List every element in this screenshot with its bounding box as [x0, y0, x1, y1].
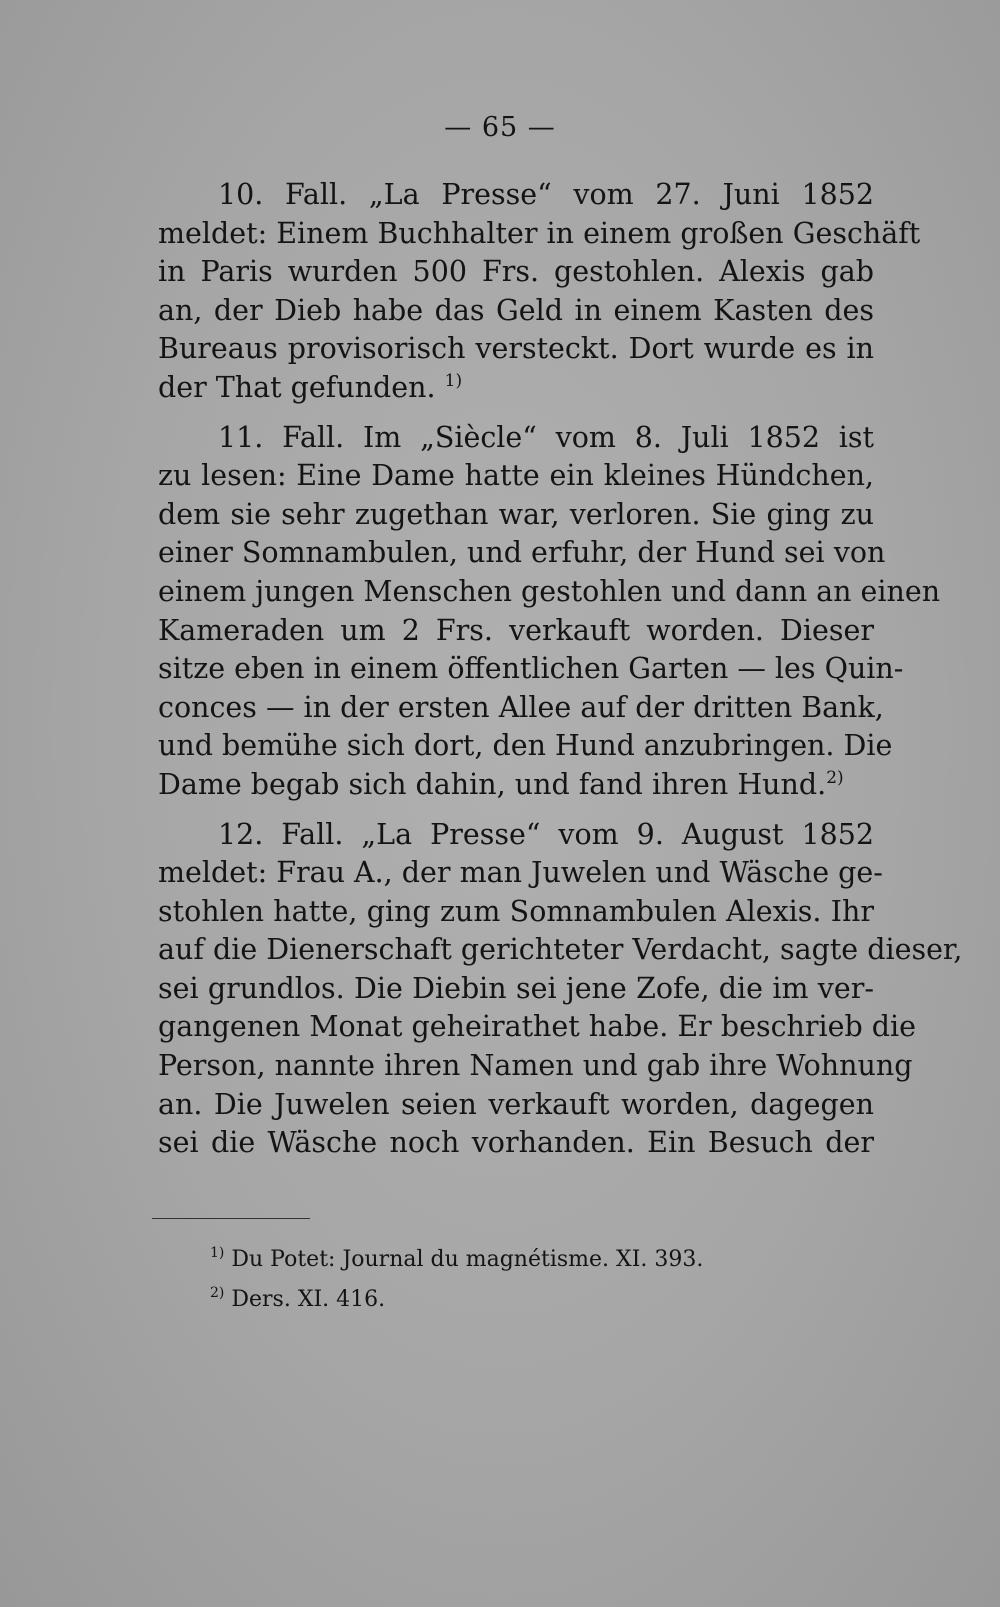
text-line: Bureaus provisorisch versteckt. Dort wurde es in [158, 332, 874, 366]
text-line: in Paris wurden 500 Frs. gestohlen. Alexis gab [158, 255, 874, 289]
footnote-1 [210, 1240, 850, 1280]
text-line: sitze eben in einem öffentlichen Garten — les Quin- [158, 652, 904, 686]
text-fragment: Dame begab sich dahin, und fand ihren Hund. [158, 767, 827, 801]
text-fragment: der That gefunden. [158, 370, 436, 404]
footnotes [210, 1240, 850, 1320]
footnote-reference: 1) [444, 370, 463, 391]
paragraph-case-11 [158, 419, 941, 805]
text-line: Person, nannte ihren Namen und gab ihre Wohnung [158, 1049, 913, 1083]
footnote-mark: 2) [210, 1285, 225, 1301]
text-line: auf die Dienerschaft gerichteter Verdacht, sagte dieser, [158, 933, 963, 967]
text-line: meldet: Frau A., der man Juwelen und Wäsche ge- [158, 856, 883, 890]
footnote-divider [152, 1218, 310, 1219]
paragraph-case-10 [158, 176, 921, 408]
text-line: an, der Dieb habe das Geld in einem Kasten des [158, 293, 874, 327]
text-line: einer Somnambulen, und erfuhr, der Hund sei von [158, 536, 886, 570]
footnote-2 [210, 1280, 850, 1320]
text-line: gangenen Monat geheirathet habe. Er beschrieb die [158, 1010, 917, 1044]
text-line: sei die Wäsche noch vorhanden. Ein Besuch der [158, 1126, 874, 1160]
text-line: meldet: Einem Buchhalter in einem großen Geschäft [158, 216, 921, 250]
footnote-text: Du Potet: Journal du magnétisme. XI. 393. [231, 1247, 704, 1272]
text-line: an. Die Juwelen seien verkauft worden, dagegen [158, 1087, 874, 1121]
footnote-mark: 1) [210, 1245, 225, 1261]
text-line: zu lesen: Eine Dame hatte ein kleines Hündchen, [158, 459, 874, 493]
text-line: stohlen hatte, ging zum Somnambulen Alexis. Ihr [158, 894, 874, 928]
main-text [158, 176, 963, 1174]
text-line: und bemühe sich dort, den Hund anzubringen. Die [158, 729, 893, 763]
text-line: 10. Fall. „La Presse“ vom 27. Juni 1852 [218, 178, 874, 211]
text-line-last [158, 766, 874, 805]
text-line: 12. Fall. „La Presse“ vom 9. August 1852 [218, 817, 874, 851]
text-line-last [158, 369, 874, 408]
text-line: dem sie sehr zugethan war, verloren. Sie ging zu [158, 497, 874, 531]
text-line: einem jungen Menschen gestohlen und dann an einen [158, 574, 941, 608]
paragraph-case-12 [158, 816, 963, 1163]
footnote-reference: 2) [826, 767, 844, 788]
text-line: sei grundlos. Die Diebin sei jene Zofe, die im ver- [158, 971, 874, 1005]
footnote-text: Ders. XI. 416. [231, 1287, 386, 1312]
page-number: — 65 — [444, 112, 556, 143]
text-line: Kameraden um 2 Frs. verkauft worden. Dieser [158, 613, 874, 647]
text-line: 11. Fall. Im „Siècle“ vom 8. Juli 1852 ist [218, 420, 874, 454]
text-line: conces — in der ersten Allee auf der dritten Bank, [158, 690, 884, 724]
